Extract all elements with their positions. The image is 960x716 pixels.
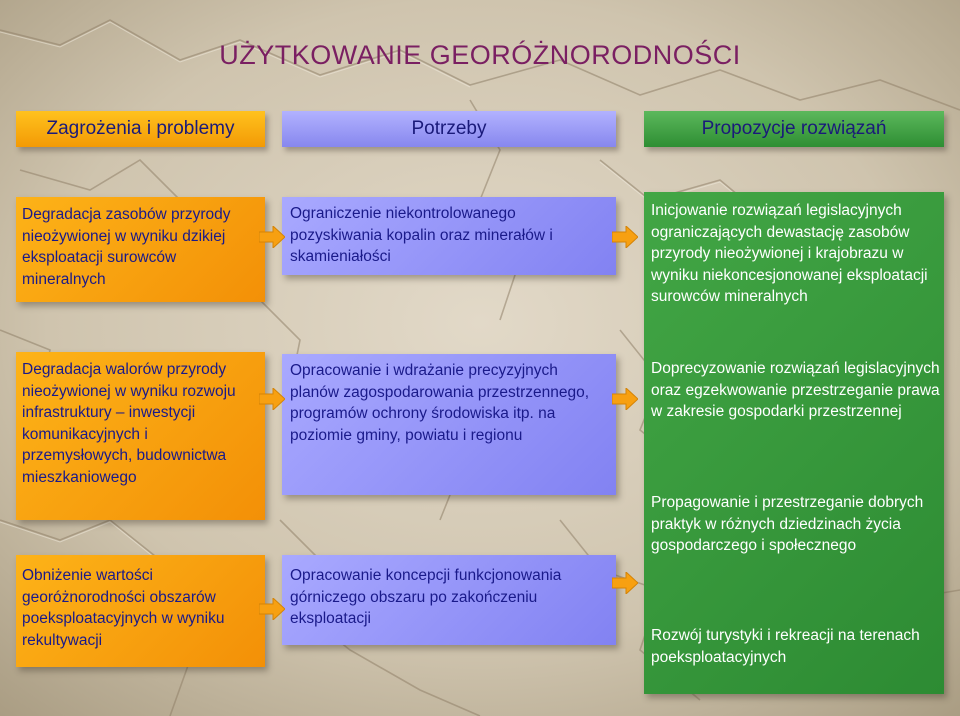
arrow-right-icon xyxy=(259,226,285,248)
arrow-right-icon xyxy=(259,388,285,410)
need-box-1: Ograniczenie niekontrolowanego pozyskiwania kopalin oraz minerałów i skamieniałości xyxy=(282,197,616,275)
header-needs: Potrzeby xyxy=(282,111,616,147)
arrow-right-icon xyxy=(612,226,638,248)
solution-text-3: Propagowanie i przestrzeganie dobrych praktyk w różnych dziedzinach życia gospodarczego i społecznego xyxy=(651,494,924,554)
need-box-2: Opracowanie i wdrażanie precyzyjnych planów zagospodarowania przestrzennego, programów ochrony środowiska itp. na poziomie gminy, powiatu i regionu xyxy=(282,354,616,495)
arrow-right-icon xyxy=(612,572,638,594)
problem-box-2: Degradacja walorów przyrody nieożywionej w wyniku rozwoju infrastruktury – inwestycji komunikacyjnych i przemysłowych, budownictwa mieszkaniowego xyxy=(16,352,265,520)
header-solutions: Propozycje rozwiązań xyxy=(644,111,944,147)
problem-box-1: Degradacja zasobów przyrody nieożywionej w wyniku dzikiej eksploatacji surowców mineralnych xyxy=(16,197,265,302)
need-box-3: Opracowanie koncepcji funkcjonowania górniczego obszaru po zakończeniu eksploatacji xyxy=(282,555,616,645)
arrow-right-icon xyxy=(259,598,285,620)
header-problems: Zagrożenia i problemy xyxy=(16,111,265,147)
solution-text-4: Rozwój turystyki i rekreacji na terenach poeksploatacyjnych xyxy=(651,627,920,666)
problem-box-3: Obniżenie wartości georóżnorodności obszarów poeksploatacyjnych w wyniku rekultywacji xyxy=(16,555,265,667)
arrow-right-icon xyxy=(612,388,638,410)
page-title: UŻYTKOWANIE GEORÓŻNORODNOŚCI xyxy=(219,40,741,70)
solution-text-2: Doprecyzowanie rozwiązań legislacyjnych oraz egzekwowanie przestrzeganie prawa w zakresie gospodarki przestrzennej xyxy=(651,360,940,420)
solution-text-1: Inicjowanie rozwiązań legislacyjnych ograniczających dewastację zasobów przyrody nieożywionej i krajobrazu w wyniku niekoncesjonowanej eksploatacji surowców mineralnych xyxy=(651,202,928,305)
